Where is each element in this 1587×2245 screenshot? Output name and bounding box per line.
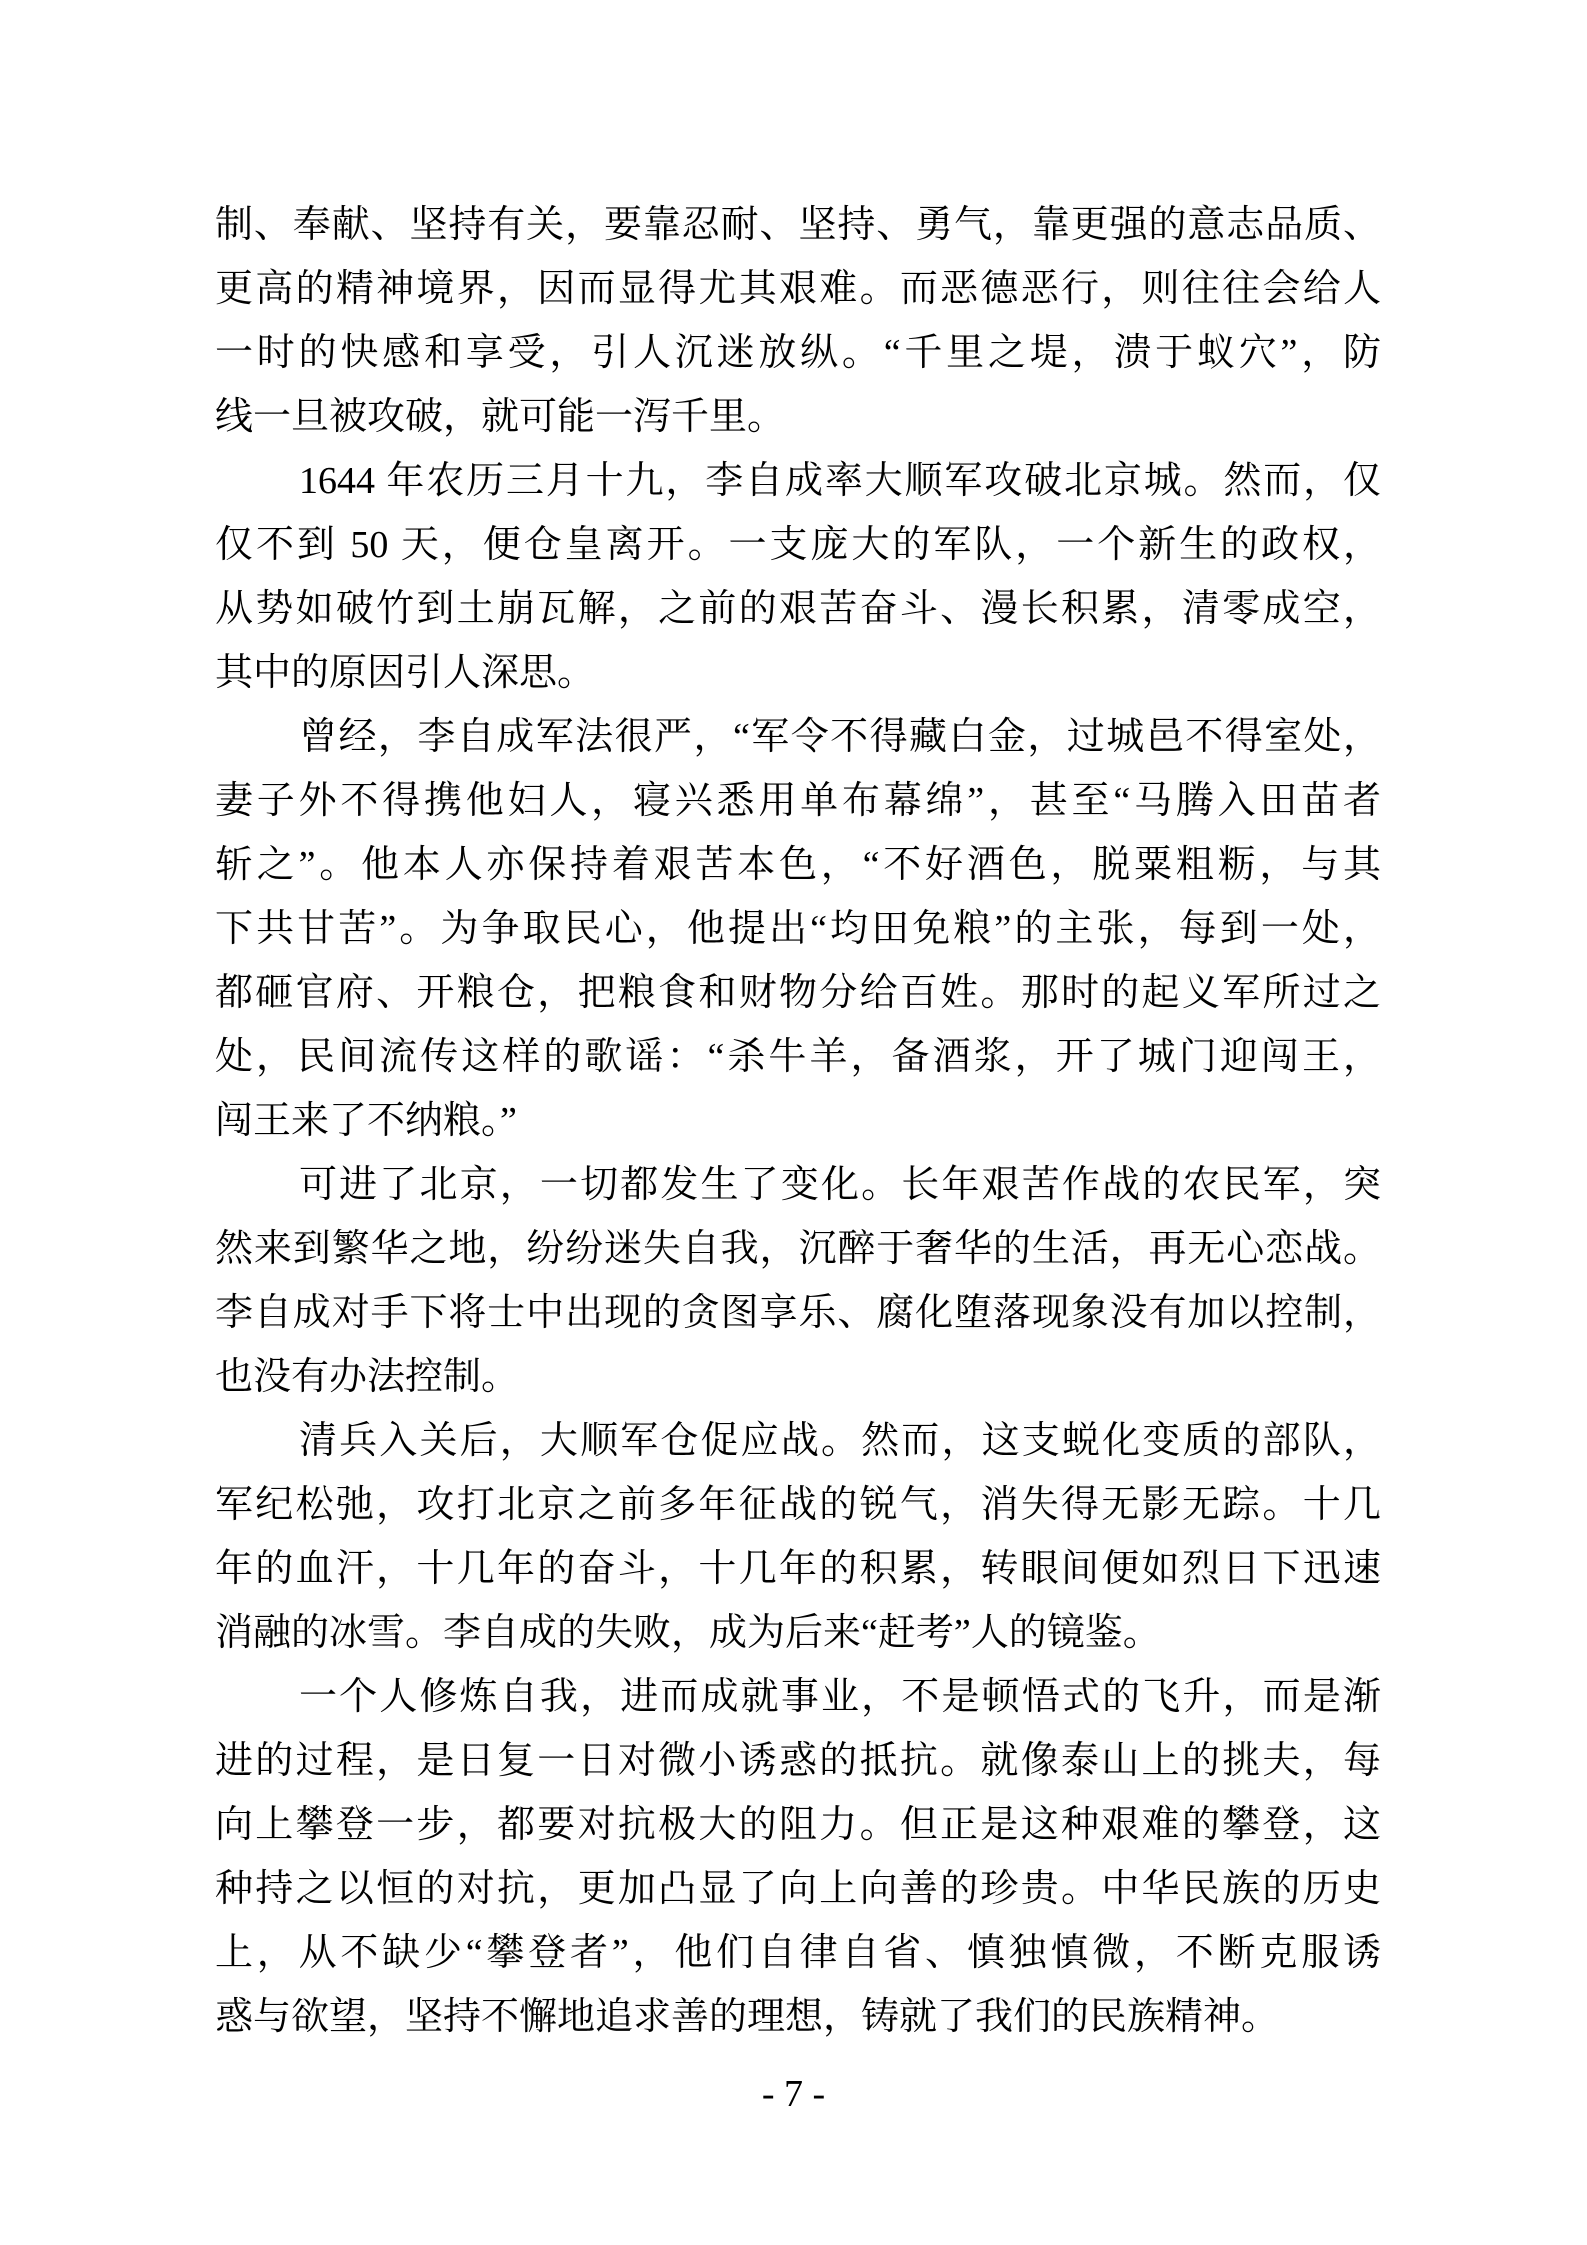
page-footer bbox=[0, 2070, 1587, 2118]
text-line: 闯王来了不纳粮。” bbox=[215, 1100, 517, 1142]
text-line: 1644 年农历三月十九，李自成率大顺军攻破北京城。然而，仅 bbox=[299, 460, 1381, 502]
text-line: 其中的原因引人深思。 bbox=[215, 652, 596, 694]
text-line: 从势如破竹到土崩瓦解，之前的艰苦奋斗、漫长积累，清零成空， bbox=[215, 588, 1381, 630]
text-line: 军纪松弛，攻打北京之前多年征战的锐气，消失得无影无踪。十几 bbox=[215, 1484, 1381, 1526]
text-line: 向上攀登一步，都要对抗极大的阻力。但正是这种艰难的攀登，这 bbox=[215, 1804, 1381, 1846]
text-line: 也没有办法控制。 bbox=[215, 1356, 520, 1398]
text-line: 斩之”。他本人亦保持着艰苦本色，“不好酒色，脱粟粗粝，与其 bbox=[215, 844, 1381, 886]
text-line: 进的过程，是日复一日对微小诱惑的抵抗。就像泰山上的挑夫，每 bbox=[215, 1740, 1381, 1782]
text-body bbox=[215, 193, 1381, 2049]
page-number: - 7 - bbox=[761, 2073, 826, 2115]
text-line: 年的血汗，十几年的奋斗，十几年的积累，转眼间便如烈日下迅速 bbox=[215, 1548, 1381, 1590]
text-line: 线一旦被攻破，就可能一泻千里。 bbox=[215, 396, 786, 438]
text-line: 然来到繁华之地，纷纷迷失自我，沉醉于奢华的生活，再无心恋战。 bbox=[215, 1228, 1381, 1270]
text-line: 曾经，李自成军法很严，“军令不得藏白金，过城邑不得室处， bbox=[299, 716, 1381, 758]
text-line: 上，从不缺少“攀登者”，他们自律自省、慎独慎微，不断克服诱 bbox=[215, 1932, 1381, 1974]
text-line: 一时的快感和享受，引人沉迷放纵。“千里之堤，溃于蚁穴”，防 bbox=[215, 332, 1381, 374]
text-line: 仅不到 50 天，便仓皇离开。一支庞大的军队，一个新生的政权， bbox=[215, 524, 1381, 566]
text-line: 可进了北京，一切都发生了变化。长年艰苦作战的农民军，突 bbox=[299, 1164, 1381, 1206]
text-line: 妻子外不得携他妇人，寝兴悉用单布幕绵”，甚至“马腾入田苗者 bbox=[215, 780, 1381, 822]
text-line: 下共甘苦”。为争取民心，他提出“均田免粮”的主张，每到一处， bbox=[215, 908, 1381, 950]
text-line: 一个人修炼自我，进而成就事业，不是顿悟式的飞升，而是渐 bbox=[299, 1676, 1381, 1718]
text-line: 更高的精神境界，因而显得尤其艰难。而恶德恶行，则往往会给人 bbox=[215, 268, 1381, 310]
text-line: 处，民间流传这样的歌谣：“杀牛羊，备酒浆，开了城门迎闯王， bbox=[215, 1036, 1381, 1078]
text-line: 种持之以恒的对抗，更加凸显了向上向善的珍贵。中华民族的历史 bbox=[215, 1868, 1381, 1910]
text-line: 消融的冰雪。李自成的失败，成为后来“赶考”人的镜鉴。 bbox=[215, 1612, 1161, 1654]
text-line: 李自成对手下将士中出现的贪图享乐、腐化堕落现象没有加以控制， bbox=[215, 1292, 1381, 1334]
text-line: 清兵入关后，大顺军仓促应战。然而，这支蜕化变质的部队， bbox=[299, 1420, 1381, 1462]
text-line: 都砸官府、开粮仓，把粮食和财物分给百姓。那时的起义军所过之 bbox=[215, 972, 1381, 1014]
text-line: 制、奉献、坚持有关，要靠忍耐、坚持、勇气，靠更强的意志品质、 bbox=[215, 204, 1381, 246]
text-line: 惑与欲望，坚持不懈地追求善的理想，铸就了我们的民族精神。 bbox=[215, 1996, 1280, 2038]
